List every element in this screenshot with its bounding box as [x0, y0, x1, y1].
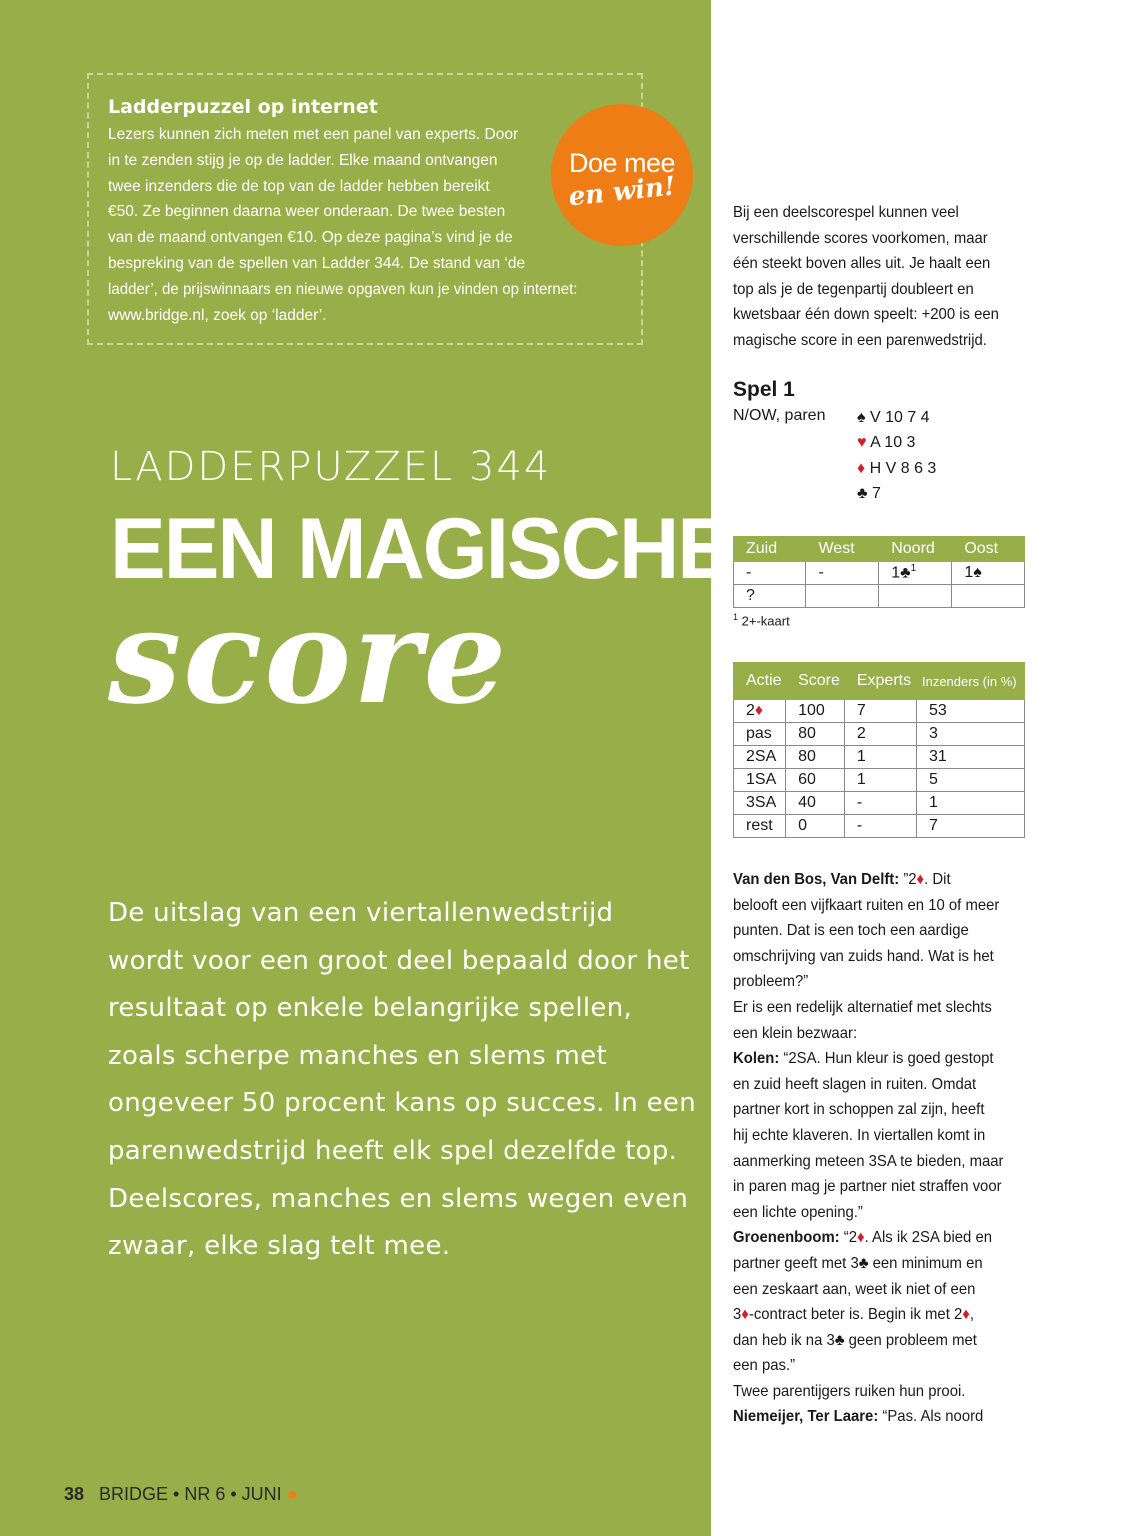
score-cell: 1SA — [734, 769, 786, 792]
right-intro — [733, 200, 1033, 354]
comment-line: Er is een redelijk alternatief met slechts — [733, 998, 992, 1016]
footer-text: BRIDGE • NR 6 • JUNI — [99, 1484, 282, 1504]
intro-line: Deelscores, manches en slems wegen even — [108, 1183, 689, 1214]
kicker: LADDERPUZZEL 344 — [110, 444, 552, 490]
promo-line: www.bridge.nl, zoek op ‘ladder’. — [108, 306, 327, 324]
actie-text: 2 — [746, 702, 755, 719]
comment-line: punten. Dat is een toch een aardige — [733, 922, 969, 940]
bidding-header: West — [806, 537, 879, 562]
diamond-icon: ♦ — [754, 702, 764, 719]
comment-line: een lichte opening.” — [733, 1203, 863, 1221]
bid-cell — [952, 562, 1025, 585]
comment-text: dan heb ik na 3 — [733, 1331, 835, 1349]
right-intro-line: verschillende scores voorkomen, maar — [733, 229, 988, 247]
promo-line: twee inzenders die de top van de ladder hebben bereikt — [108, 177, 490, 195]
heart-icon: ♥ — [857, 434, 867, 452]
right-intro-line: magische score in een parenwedstrijd. — [733, 331, 987, 349]
score-cell: 40 — [786, 792, 845, 815]
bidding-row — [734, 562, 1025, 585]
comment-line — [733, 867, 1003, 893]
scores-header: Experts — [844, 663, 916, 700]
club-icon: ♣ — [900, 564, 911, 582]
bid-cell — [952, 585, 1025, 608]
promo-text — [108, 122, 628, 328]
promo-line: bespreking van de spellen van Ladder 344. De stand van ‘de — [108, 254, 526, 272]
score-cell: 1 — [844, 746, 916, 769]
bid-cell — [806, 585, 879, 608]
speaker-name: Niemeijer, Ter Laare: — [733, 1408, 879, 1426]
intro-line: resultaat op enkele belangrijke spellen, — [108, 993, 633, 1024]
hand-row-hearts — [857, 430, 936, 455]
promo-line: Lezers kunnen zich meten met een panel van experts. Door — [108, 126, 519, 143]
score-cell — [734, 700, 786, 723]
spade-cards: V 10 7 4 — [869, 409, 930, 426]
footnote-mark: 1 — [733, 612, 739, 622]
comment-line — [733, 1404, 1003, 1430]
speaker-name: Van den Bos, Van Delft: — [733, 871, 900, 888]
club-icon: ♣ — [834, 1331, 845, 1349]
bid-cell — [879, 562, 952, 585]
score-cell: 60 — [786, 769, 845, 792]
diamond-cards: H V 8 6 3 — [869, 459, 937, 477]
promo-line: ladder’, de prijswinnaars en nieuwe opgaven kun je vinden op internet: — [108, 280, 578, 298]
bidding-footnote — [733, 612, 790, 628]
scores-row — [734, 769, 1025, 792]
badge-bottom-text: en win! — [567, 171, 677, 213]
spel-title: Spel 1 — [733, 378, 795, 401]
speaker-name: Kolen: — [733, 1050, 780, 1068]
page-footer — [64, 1484, 298, 1505]
comment-text: een minimum en — [868, 1254, 983, 1272]
promo-line: van de maand ontvangen €10. Op deze pagina’s vind je de — [108, 229, 513, 247]
comment-text: -contract beter is. Begin ik met 2 — [748, 1306, 963, 1324]
comment-text: . Als ik 2SA bied en — [864, 1229, 993, 1247]
comment-line: en zuid heeft slagen in ruiten. Omdat — [733, 1075, 977, 1093]
comment-line: omschrijving van zuids hand. Wat is het — [733, 947, 994, 965]
score-cell: 2SA — [734, 746, 786, 769]
comment-line: een zeskaart aan, weet ik niet of een — [733, 1280, 976, 1298]
club-icon: ♣ — [857, 484, 868, 502]
right-intro-line: Bij een deelscorespel kunnen veel — [733, 204, 959, 221]
scores-header: Inzenders (in %) — [916, 663, 1024, 700]
bidding-header: Noord — [879, 537, 952, 562]
score-cell: 31 — [916, 746, 1024, 769]
diamond-icon: ♦ — [916, 871, 925, 888]
comment-text: partner geeft met 3 — [733, 1254, 859, 1272]
comment-line: hij echte klaveren. In viertallen komt in — [733, 1126, 986, 1144]
intro-line: zoals scherpe manches en slems met — [108, 1040, 607, 1071]
hand-row-diamonds — [857, 456, 936, 481]
score-cell: 2 — [844, 723, 916, 746]
comment-text: “2SA. Hun kleur is goed gestopt — [779, 1050, 994, 1068]
badge-top-text: Doe mee — [568, 148, 676, 178]
comment-text: “Pas. Als noord — [878, 1408, 984, 1426]
comment-line — [733, 1251, 1003, 1277]
comment-line — [733, 1328, 1003, 1354]
scores-header-row — [734, 663, 1025, 700]
score-cell: - — [844, 792, 916, 815]
comment-line: een pas.” — [733, 1357, 796, 1375]
spade-icon: ♠ — [857, 409, 866, 426]
score-cell: 3 — [916, 723, 1024, 746]
comment-line: partner kort in schoppen zal zijn, heeft — [733, 1101, 985, 1119]
intro-line: ongeveer 50 procent kans op succes. In een — [108, 1088, 696, 1119]
score-cell: 7 — [916, 815, 1024, 838]
bid-cell: - — [734, 562, 806, 585]
comment-line: Twee parentijgers ruiken hun prooi. — [733, 1382, 966, 1400]
score-cell: 3SA — [734, 792, 786, 815]
comment-text: 3 — [733, 1306, 742, 1324]
page-number: 38 — [64, 1484, 85, 1504]
doe-mee-badge — [551, 104, 693, 246]
comment-text: , — [969, 1306, 975, 1324]
score-cell: 53 — [916, 700, 1024, 723]
comments-column — [733, 867, 1024, 1430]
diamond-icon: ♦ — [962, 1306, 970, 1324]
right-intro-line: één steekt boven alles uit. Je haalt een — [733, 255, 991, 273]
comment-text: . Dit — [924, 871, 951, 888]
bid-cell: ? — [734, 585, 806, 608]
promo-line: in te zenden stijg je op de ladder. Elke maand ontvangen — [108, 151, 498, 169]
club-icon: ♣ — [858, 1254, 869, 1272]
comment-line: een klein bezwaar: — [733, 1024, 858, 1042]
intro-paragraph — [108, 890, 696, 1271]
promo-line: €50. Ze beginnen daarna weer onderaan. De twee besten — [108, 203, 506, 221]
score-cell: 1 — [916, 792, 1024, 815]
comment-line: in paren mag je partner niet straffen voor — [733, 1178, 1002, 1196]
bid-level: 1 — [964, 564, 974, 581]
intro-line: wordt voor een groot deel bepaald door het — [108, 945, 690, 976]
intro-line: zwaar, elke slag telt mee. — [108, 1231, 451, 1262]
intro-line: De uitslag van een viertallenwedstrijd — [108, 898, 614, 928]
hand-row-clubs — [857, 481, 936, 506]
comment-line: probleem?” — [733, 973, 809, 991]
score-cell: 7 — [844, 700, 916, 723]
scores-row — [734, 746, 1025, 769]
score-cell: 5 — [916, 769, 1024, 792]
right-intro-line: top als je de tegenpartij doubleert en — [733, 280, 974, 298]
bid-level: 1 — [891, 564, 901, 582]
scores-header: Actie — [734, 663, 786, 700]
footnote-ref: 1 — [910, 563, 917, 575]
comment-line — [733, 1046, 1003, 1072]
heart-cards: A 10 3 — [870, 434, 916, 452]
club-cards: 7 — [871, 484, 881, 502]
comment-line: belooft een vijfkaart ruiten en 10 of meer — [733, 896, 1000, 914]
bidding-table — [733, 536, 1025, 608]
diamond-icon: ♦ — [857, 1229, 865, 1247]
bid-cell: - — [806, 562, 879, 585]
footnote-text: 2+-kaart — [741, 613, 790, 629]
bidding-header-row — [734, 537, 1025, 562]
score-cell: 1 — [844, 769, 916, 792]
score-cell: rest — [734, 815, 786, 838]
intro-line: parenwedstrijd heeft elk spel dezelfde top. — [108, 1135, 678, 1166]
score-cell: 100 — [786, 700, 845, 723]
scores-row — [734, 792, 1025, 815]
scores-row — [734, 723, 1025, 746]
scores-header: Score — [786, 663, 845, 700]
spade-icon: ♠ — [973, 564, 982, 581]
script-word: score — [108, 580, 509, 733]
speaker-name: Groenenboom: — [733, 1229, 840, 1247]
comment-text: geen probleem met — [844, 1331, 977, 1349]
diamond-icon: ♦ — [857, 459, 866, 477]
score-cell: - — [844, 815, 916, 838]
comment-line — [733, 1302, 1003, 1328]
bidding-header: Zuid — [734, 537, 806, 562]
comment-line: aanmerking meteen 3SA te bieden, maar — [733, 1152, 1004, 1170]
headline: EEN MAGISCHE — [110, 501, 731, 597]
footer-dot-icon: ● — [286, 1484, 298, 1504]
comment-text: “2 — [839, 1229, 858, 1247]
hand-diagram — [857, 405, 936, 506]
score-cell: 0 — [786, 815, 845, 838]
score-cell: 80 — [786, 746, 845, 769]
hand-row-spades — [857, 405, 936, 430]
scores-row — [734, 700, 1025, 723]
right-intro-line: kwetsbaar één down speelt: +200 is een — [733, 306, 999, 324]
bid-cell — [879, 585, 952, 608]
bidding-header: Oost — [952, 537, 1025, 562]
bidding-row — [734, 585, 1025, 608]
comment-text: ”2 — [899, 871, 917, 888]
score-cell: pas — [734, 723, 786, 746]
scores-table — [733, 662, 1025, 838]
promo-title: Ladderpuzzel op internet — [108, 96, 378, 118]
score-cell: 80 — [786, 723, 845, 746]
spel-meta: N/OW, paren — [733, 407, 826, 424]
diamond-icon: ♦ — [741, 1306, 749, 1324]
comment-line — [733, 1225, 1003, 1251]
scores-row — [734, 815, 1025, 838]
